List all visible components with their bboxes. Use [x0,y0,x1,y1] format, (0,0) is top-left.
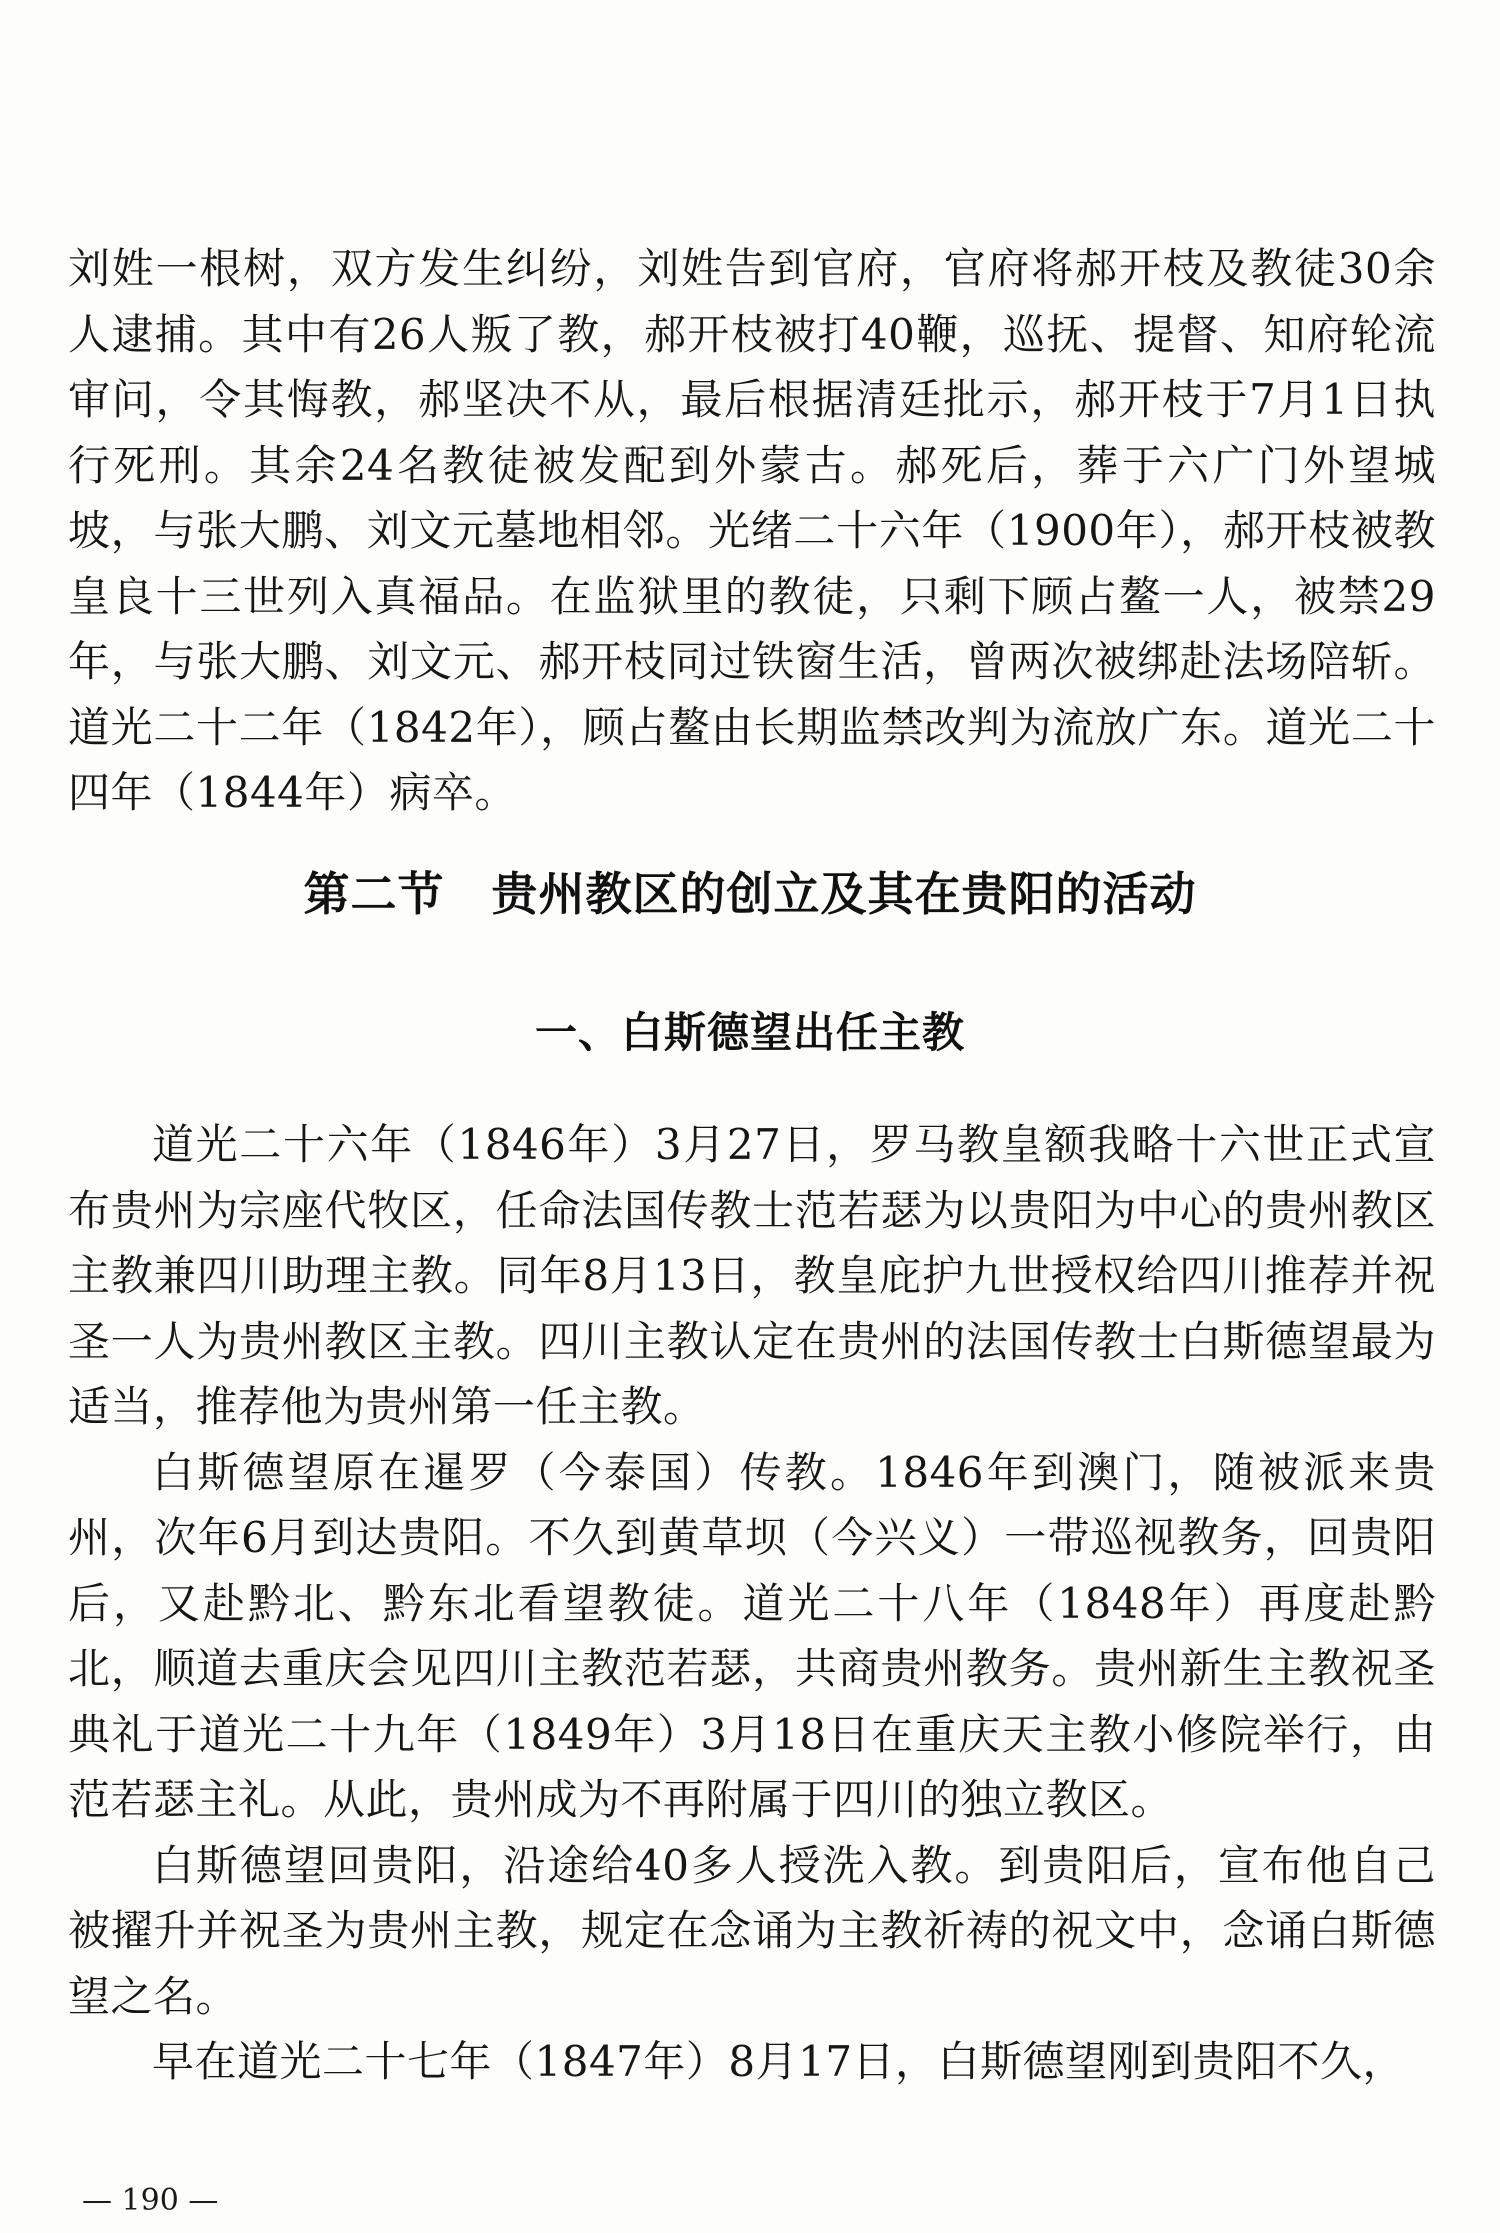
sub-heading: 一、白斯德望出任主教 [534,1008,965,1057]
continued-text-block [68,236,1436,826]
paragraph-3: 白斯德望回贵阳，沿途给40多人授洗入教。到贵阳后，宣布他自己被擢升并祝圣为贵州主教，规定在念诵为主教祈祷的祝文中，念诵白斯德望之名。 [68,1840,1436,2021]
section-heading: 第二节 贵州教区的创立及其在贵阳的活动 [303,867,1197,921]
section-text-block [68,1112,1436,2095]
paragraph-1: 道光二十六年（1846年）3月27日，罗马教皇额我略十六世正式宣布贵州为宗座代牧区，任命法国传教士范若瑟为以贵阳为中心的贵州教区主教兼四川助理主教。同年8月13日，教皇庇护九世授权给四川推荐并祝圣一人为贵州教区主教。四川主教认定在贵州的法国传教士白斯德望最为适当，推荐他为贵州第一任主教。 [68,1120,1436,1431]
page-number: — 190 — [82,2183,219,2218]
paragraph-2: 白斯德望原在暹罗（今泰国）传教。1846年到澳门，随被派来贵州，次年6月到达贵阳。不久到黄草坝（今兴义）一带巡视教务，回贵阳后，又赴黔北、黔东北看望教徒。道光二十八年（1848年）再度赴黔北，顺道去重庆会见四川主教范若瑟，共商贵州教务。贵州新生主教祝圣典礼于道光二十九年（1849年）3月18日在重庆天主教小修院举行，由范若瑟主礼。从此，贵州成为不再附属于四川的独立教区。 [68,1447,1436,1824]
paragraph-4: 早在道光二十七年（1847年）8月17日，白斯德望刚到贵阳不久， [152,2037,1406,2086]
continued-paragraph: 刘姓一根树，双方发生纠纷，刘姓告到官府，官府将郝开枝及教徒30余人逮捕。其中有26人叛了教，郝开枝被打40鞭，巡抚、提督、知府轮流审问，令其悔教，郝坚决不从，最后根据清廷批示，郝开枝于7月1日执行死刑。其余24名教徒被发配到外蒙古。郝死后，葬于六广门外望城坡，与张大鹏、刘文元墓地相邻。光绪二十六年（1900年），郝开枝被教皇良十三世列入真福品。在监狱里的教徒，只剩下顾占鳌一人，被禁29年，与张大鹏、刘文元、郝开枝同过铁窗生活，曾两次被绑赴法场陪斩。道光二十二年（1842年），顾占鳌由长期监禁改判为流放广东。道光二十四年（1844年）病卒。 [68,244,1436,817]
